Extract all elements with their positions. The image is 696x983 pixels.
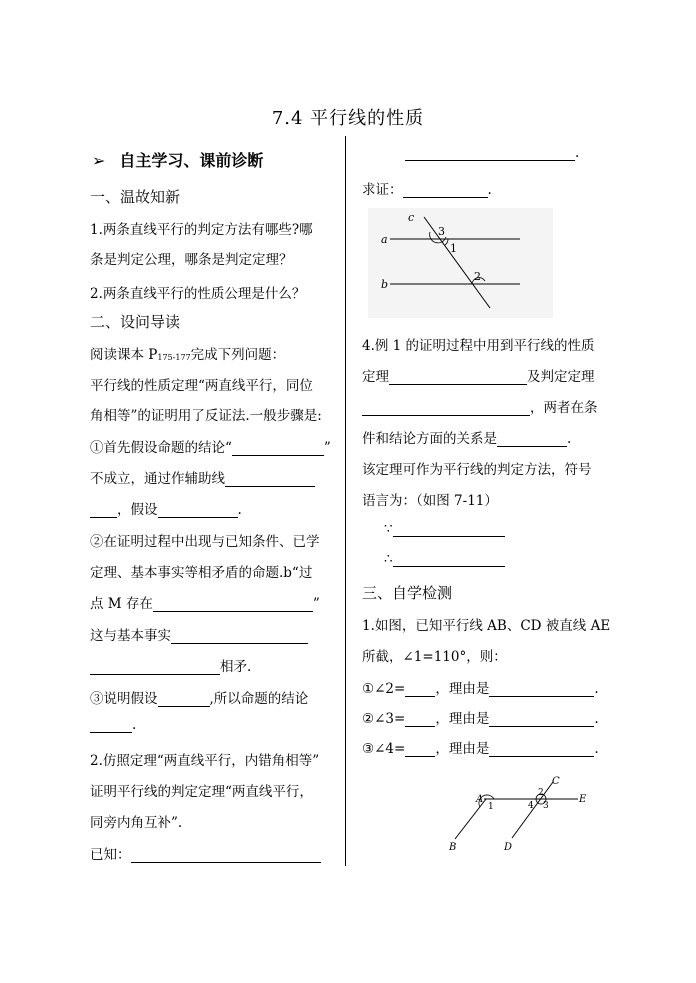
step-2-line-3: 点 M 存在 ”: [90, 596, 320, 612]
step-2-line-5: 相矛.: [90, 655, 251, 675]
step-3-line-1: ③说明假设 ,所以命题的结论: [90, 691, 309, 707]
blank-field[interactable]: [158, 503, 238, 518]
question-4-line-6: 语言为：（如图 7-11）: [362, 493, 498, 509]
angle-2-question: ①∠2= ，理由是 .: [362, 681, 599, 697]
label-2: 2: [538, 788, 544, 798]
question-2-2-line-3: 同旁内角互补”.: [90, 815, 183, 831]
figure-background: [368, 208, 553, 318]
blank-field[interactable]: [90, 718, 132, 733]
question-2: 2.两条直线平行的性质公理是什么？: [90, 286, 306, 302]
question-1-line-1: 1.两条直线平行的判定方法有哪些?哪: [90, 222, 313, 238]
step-1-line-2: 不成立，通过作辅助线: [90, 467, 315, 487]
line-AB: [455, 799, 486, 839]
because-line: ∵: [384, 521, 505, 537]
prove-blank[interactable]: [403, 183, 488, 198]
therefore-line: ∴: [384, 551, 505, 567]
question-4-line-2: 定理 及判定定理: [362, 369, 595, 385]
parallel-lines-figure-2: [440, 772, 600, 854]
blank-field[interactable]: [171, 629, 308, 644]
label-C: C: [552, 776, 560, 787]
step-3-line-2: .: [90, 717, 136, 733]
angle-4-question: ③∠4= ，理由是 .: [362, 741, 599, 757]
label-b: b: [381, 278, 389, 291]
label-c: c: [408, 211, 415, 224]
theorem-line-1: 平行线的性质定理“两直线平行，同位: [90, 378, 313, 394]
blank-field[interactable]: [90, 503, 117, 518]
self-check-1-line-2: 所截，∠1=110°，则：: [362, 649, 507, 665]
question-4-line-4: 件和结论方面的关系是 .: [362, 431, 572, 447]
section-heading: [92, 148, 263, 171]
blank-field[interactable]: [497, 432, 567, 447]
blank-field[interactable]: [489, 742, 594, 757]
page-title: 7.4 平行线的性质: [271, 108, 425, 129]
continued-blank-line: .: [405, 145, 579, 161]
label-E: E: [579, 794, 587, 805]
blank-field[interactable]: [489, 712, 594, 727]
angle-3-question: ②∠3= ，理由是 .: [362, 711, 599, 727]
parallel-lines-figure-1: [368, 208, 553, 318]
question-4-line-5: 该定理可作为平行线的判定方法，符号: [362, 462, 592, 478]
label-3: 3: [543, 801, 549, 811]
blank-field[interactable]: [232, 441, 324, 456]
column-divider: [345, 136, 346, 866]
label-A: A: [476, 794, 484, 805]
step-2-line-1: ②在证明过程中出现与已知条件、已学: [90, 534, 320, 550]
blank-field[interactable]: [90, 660, 220, 675]
self-check-1-line-1: 1.如图，已知平行线 AB、CD 被直线 AE: [362, 618, 611, 634]
step-1-line-1: ①首先假设命题的结论“ ”: [90, 440, 331, 456]
blank-field[interactable]: [405, 682, 435, 697]
given-blank[interactable]: [131, 848, 321, 863]
step-2-line-2: 定理、基本事实等相矛盾的命题.b“过: [90, 565, 313, 581]
blank-field[interactable]: [405, 742, 435, 757]
label-4: 4: [528, 801, 534, 811]
blank-field[interactable]: [389, 370, 527, 385]
blank-field[interactable]: [405, 146, 575, 161]
label-1: 1: [450, 242, 457, 255]
arrow-bullet-icon: ➢: [92, 151, 106, 170]
question-1-line-2: 条是判定公理，哪条是判定定理？: [90, 252, 293, 268]
heading-guided-reading: 二、设问导读: [90, 313, 181, 331]
blank-field[interactable]: [393, 522, 505, 537]
theorem-line-2: 角相等”的证明用了反证法.一般步骤是:: [90, 408, 322, 424]
heading-self-check: 三、自学检测: [362, 584, 453, 602]
reading-instruction: 阅读课本 P175-177完成下列问题：: [90, 347, 286, 363]
question-4-line-1: 4.例 1 的证明过程中用到平行线的性质: [362, 338, 595, 354]
question-2-2-line-1: 2.仿照定理“两直线平行，内错角相等”: [90, 753, 320, 769]
blank-field[interactable]: [153, 597, 313, 612]
blank-field[interactable]: [405, 712, 435, 727]
question-4-line-3: ，两者在条: [362, 396, 598, 416]
blank-field[interactable]: [158, 692, 210, 707]
label-2: 2: [474, 270, 481, 283]
prove-line: 求证： .: [362, 182, 492, 198]
label-B: B: [449, 842, 457, 853]
section-title: 自主学习、课前诊断: [119, 151, 264, 170]
blank-field[interactable]: [225, 472, 315, 487]
step-1-line-3: ，假设 .: [90, 498, 242, 518]
given-line: 已知：: [90, 843, 321, 863]
label-3: 3: [438, 225, 445, 238]
label-a: a: [381, 233, 388, 246]
step-2-line-4: 这与基本事实: [90, 624, 308, 644]
blank-field[interactable]: [489, 682, 594, 697]
blank-field[interactable]: [362, 401, 530, 416]
label-1: 1: [488, 802, 494, 812]
heading-review: 一、温故知新: [90, 188, 181, 206]
question-2-2-line-2: 证明平行线的判定定理“两直线平行，: [90, 784, 313, 800]
blank-field[interactable]: [393, 552, 505, 567]
label-D: D: [504, 842, 513, 853]
